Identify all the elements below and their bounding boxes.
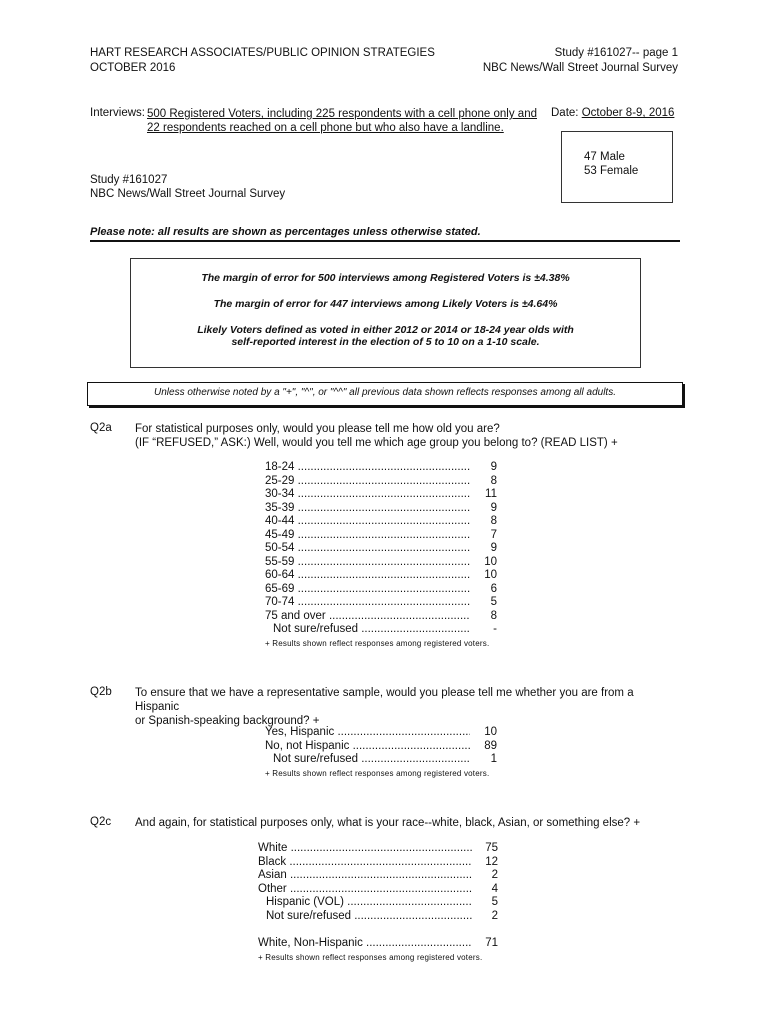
female-share: 53 Female bbox=[584, 165, 639, 177]
q2c-table bbox=[258, 842, 498, 963]
table-row: 35-39 ..... 9 bbox=[265, 502, 497, 516]
table-row: Not sure/refused ..... 1 bbox=[265, 753, 497, 767]
q2b-line-1: To ensure that we have a representative sample, would you please tell me whether you are from a Hispanic bbox=[135, 687, 634, 713]
study-block bbox=[90, 173, 285, 201]
male-share: 47 Male bbox=[584, 151, 625, 163]
q2b-table bbox=[265, 726, 497, 779]
table-row: Not sure/refused ..... - bbox=[265, 623, 497, 637]
q2b-line-2: or Spanish-speaking background? + bbox=[135, 715, 320, 727]
adults-note: Unless otherwise noted by a "+", "^", or "^^" all previous data shown reflects responses among all adults. bbox=[154, 387, 616, 398]
date-label: Date: bbox=[551, 107, 579, 119]
sex-breakdown-box bbox=[561, 131, 673, 203]
date-value: October 8-9, 2016 bbox=[581, 107, 675, 119]
adults-note-box bbox=[87, 382, 683, 406]
q2c-question bbox=[135, 816, 680, 830]
table-row: 55-59 ..... 10 bbox=[265, 556, 497, 570]
table-row: 30-34 ..... 11 bbox=[265, 488, 497, 502]
margin-of-error-box bbox=[130, 258, 641, 368]
table-row: 50-54 ..... 9 bbox=[265, 542, 497, 556]
report-header-left bbox=[90, 46, 435, 76]
q2c-number: Q2c bbox=[90, 816, 112, 828]
section-divider bbox=[90, 240, 680, 242]
table-row: Hispanic (VOL) ..... 5 bbox=[258, 896, 498, 910]
date-field bbox=[551, 107, 674, 119]
q2b-question bbox=[135, 686, 680, 728]
survey-name: NBC News/Wall Street Journal Survey bbox=[482, 62, 678, 74]
likely-voter-definition-1: Likely Voters defined as voted in either 2012 or 2014 or 18-24 year olds with bbox=[197, 324, 574, 336]
interviews-line-1: 500 Registered Voters, including 225 respondents with a cell phone only and bbox=[147, 108, 537, 120]
table-row: Other ..... 4 bbox=[258, 883, 498, 897]
moe-registered: The margin of error for 500 interviews among Registered Voters is ±4.38% bbox=[201, 272, 570, 284]
table-row: 45-49 ..... 7 bbox=[265, 529, 497, 543]
interviews-label: Interviews: bbox=[90, 107, 145, 119]
table-row: 18-24 ..... 9 bbox=[265, 461, 497, 475]
table-row: 70-74 ..... 5 bbox=[265, 596, 497, 610]
percentages-note: Please note: all results are shown as percentages unless otherwise stated. bbox=[90, 226, 481, 238]
q2c-footnote: + Results shown reflect responses among registered voters. bbox=[258, 952, 483, 962]
table-row: 75 and over ..... 8 bbox=[265, 610, 497, 624]
table-row: White ..... 75 bbox=[258, 842, 498, 856]
q2a-table bbox=[265, 461, 497, 649]
table-row: No, not Hispanic ..... 89 bbox=[265, 740, 497, 754]
q2a-line-1: For statistical purposes only, would you please tell me how old you are? bbox=[135, 423, 500, 435]
table-row: 40-44 ..... 8 bbox=[265, 515, 497, 529]
q2a-footnote: + Results shown reflect responses among registered voters. bbox=[265, 638, 490, 648]
q2a-number: Q2a bbox=[90, 422, 112, 434]
study-page: Study #161027-- page 1 bbox=[554, 47, 678, 59]
q2a-question bbox=[135, 422, 680, 450]
q2a-line-2: (IF “REFUSED,” ASK:) Well, would you tell me which age group you belong to? (READ LIST) + bbox=[135, 437, 618, 449]
moe-likely: The margin of error for 447 interviews among Likely Voters is ±4.64% bbox=[213, 298, 558, 310]
report-header-right bbox=[483, 46, 678, 76]
org-name: HART RESEARCH ASSOCIATES/PUBLIC OPINION STRATEGIES bbox=[90, 47, 435, 59]
q2b-footnote: + Results shown reflect responses among registered voters. bbox=[265, 768, 490, 778]
table-row: 25-29 ..... 8 bbox=[265, 475, 497, 489]
interviews-line-2: 22 respondents reached on a cell phone but who also have a landline. bbox=[147, 122, 504, 134]
table-row: Not sure/refused ..... 2 bbox=[258, 910, 498, 924]
table-row: White, Non-Hispanic ..... 71 bbox=[258, 937, 498, 951]
table-row: Asian ..... 2 bbox=[258, 869, 498, 883]
table-row: 65-69 ..... 6 bbox=[265, 583, 497, 597]
report-month: OCTOBER 2016 bbox=[90, 62, 176, 74]
table-row: Black ..... 12 bbox=[258, 856, 498, 870]
likely-voter-definition-2: self-reported interest in the election of 5 to 10 on a 1-10 scale. bbox=[231, 336, 540, 348]
table-row: 60-64 ..... 10 bbox=[265, 569, 497, 583]
study-id: Study #161027 bbox=[90, 174, 168, 186]
study-survey: NBC News/Wall Street Journal Survey bbox=[90, 188, 286, 200]
q2c-line-1: And again, for statistical purposes only, what is your race--white, black, Asian, or something else? + bbox=[135, 817, 641, 829]
q2b-number: Q2b bbox=[90, 686, 112, 698]
table-row: Yes, Hispanic ..... 10 bbox=[265, 726, 497, 740]
